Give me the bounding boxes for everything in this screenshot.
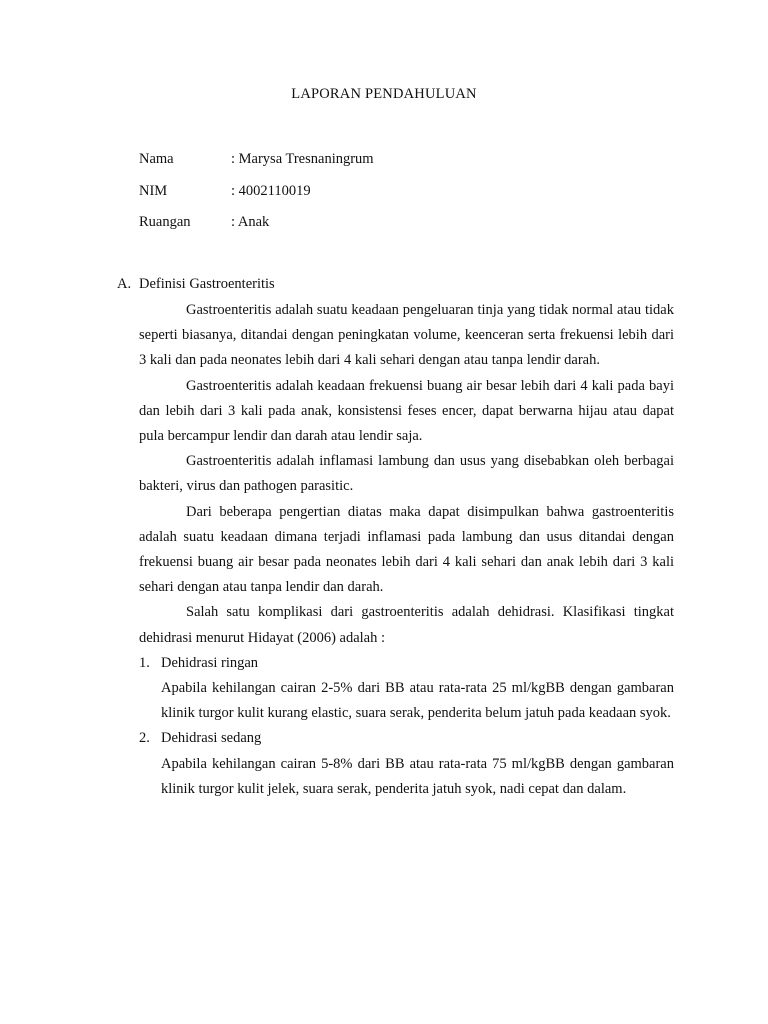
list-item-description: Apabila kehilangan cairan 5-8% dari BB atau rata-rata 75 ml/kgBB dengan gambaran klinik turgor kulit jelek, suara serak, penderita jatuh syok, nadi cepat dan dalam. (161, 755, 674, 797)
list-item (139, 651, 674, 727)
identity-value-nama: : Marysa Tresnaningrum (231, 151, 374, 167)
paragraph: Gastroenteritis adalah inflamasi lambung dan usus yang disebabkan oleh berbagai bakteri, virus dan pathogen parasitic. (139, 453, 674, 495)
identity-value-nim: : 4002110019 (231, 183, 311, 199)
section-title: Definisi Gastroenteritis (139, 276, 275, 292)
document-title: LAPORAN PENDAHULUAN (291, 86, 477, 102)
paragraph: Gastroenteritis adalah suatu keadaan pengeluaran tinja yang tidak normal atau tidak seperti biasanya, ditandai dengan peningkatan volume, keenceran serta frekuensi lebih dari 3 kali dan pada neonates lebih dari 4 kali sehari dengan atau tanpa lendir darah. (139, 302, 674, 369)
list-item-number: 2. (139, 730, 150, 747)
paragraph: Dari beberapa pengertian diatas maka dapat disimpulkan bahwa gastroenteritis adalah suatu keadaan dimana terjadi inflamasi pada lambung dan usus ditandai dengan frekuensi buang air besar pada neonates lebih dari 4 kali sehari dan anak lebih dari 3 kali sehari dengan atau tanpa lendir dan darah. (139, 503, 674, 596)
identity-label-nama: Nama (139, 151, 174, 167)
list-item-head (139, 651, 674, 676)
list-item-head (139, 726, 674, 751)
identity-label-ruangan: Ruangan (139, 214, 191, 230)
list-item-title: Dehidrasi sedang (161, 730, 262, 747)
paragraph: Salah satu komplikasi dari gastroenteritis adalah dehidrasi. Klasifikasi tingkat dehidrasi menurut Hidayat (2006) adalah : (139, 604, 674, 646)
paragraph: Gastroenteritis adalah keadaan frekuensi buang air besar lebih dari 4 kali pada bayi dan lebih dari 3 kali pada anak, konsistensi feses encer, dapat berwarna hijau atau dapat pula bercampur lendir dan darah atau lendir saja. (139, 377, 674, 445)
identity-label-nim: NIM (139, 183, 168, 199)
section-heading (117, 274, 275, 294)
list-item-title: Dehidrasi ringan (161, 654, 259, 671)
list-item-description: Apabila kehilangan cairan 2-5% dari BB atau rata-rata 25 ml/kgBB dengan gambaran klinik turgor kulit kurang elastic, suara serak, penderita belum jatuh pada keadaan syok. (161, 680, 674, 722)
section-body (139, 298, 674, 802)
list-item-number: 1. (139, 654, 150, 671)
section-letter: A. (117, 276, 132, 292)
identity-value-ruangan: : Anak (231, 214, 270, 230)
list-item (139, 726, 674, 802)
